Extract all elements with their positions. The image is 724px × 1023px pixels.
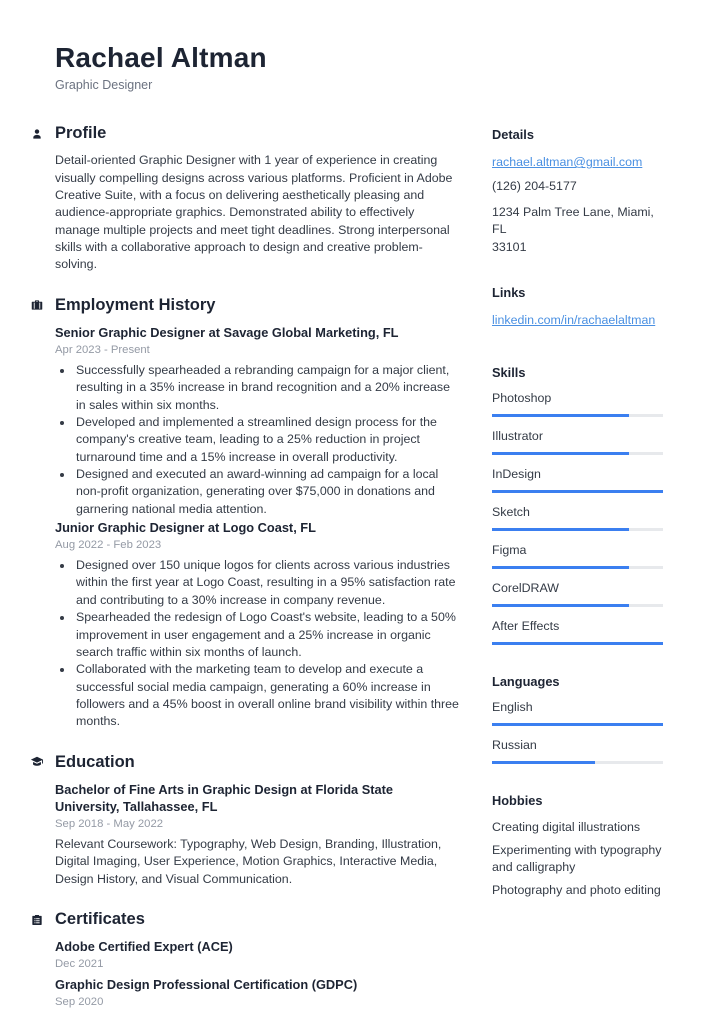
skill-bar-fill <box>492 642 663 645</box>
certificate-dates: Dec 2021 <box>55 958 104 971</box>
education-body <box>55 781 460 888</box>
details-group <box>492 127 663 255</box>
linkedin-link[interactable]: linkedin.com/in/rachaelaltman <box>492 312 656 327</box>
hobby-item: Experimenting with typography and calligraphy <box>492 842 662 874</box>
section-profile <box>30 124 460 274</box>
address-line: 1234 Palm Tree Lane, Miami, FL <box>492 205 654 237</box>
hobby-item: Photography and photo editing <box>492 882 661 897</box>
details-heading: Details <box>492 127 534 143</box>
bullet-item: • Designed over 150 unique logos for clients across various industries within the first year at Logo Coast, resulting in a 95% satisfaction rate and contributing to a 30% increase in company revenue. <box>74 557 460 609</box>
phone-number: (126) 204-5177 <box>492 179 577 194</box>
skills-heading: Skills <box>492 364 526 380</box>
skill-item <box>492 543 663 569</box>
education-description: Relevant Coursework: Typography, Web Design, Branding, Illustration, Digital Imaging, User Experience, Motion Graphics, Interactive Media, Design History, and Visual Communication. <box>55 837 442 886</box>
job-dates: Aug 2022 - Feb 2023 <box>55 539 162 552</box>
education-heading: Education <box>55 752 135 771</box>
skill-item <box>492 391 663 417</box>
graduation-cap-icon <box>30 755 44 769</box>
skill-bar <box>492 414 663 417</box>
skills-group <box>492 365 663 645</box>
certificate-title: Adobe Certified Expert (ACE) <box>55 939 233 955</box>
language-item <box>492 700 663 726</box>
language-bar-fill <box>492 761 595 764</box>
profile-heading: Profile <box>55 124 107 143</box>
hobbies-group <box>492 793 663 899</box>
skill-bar <box>492 452 663 455</box>
content-columns <box>30 124 663 1014</box>
skill-name: Sketch <box>492 504 530 519</box>
bullet-item: • Spearheaded the redesign of Logo Coast's website, leading to a 50% improvement in user engagement and a 25% increase in organic search traffic within six months of launch. <box>74 609 460 661</box>
certificate-title: Graphic Design Professional Certification (GDPC) <box>55 977 358 993</box>
certificates-body <box>55 938 460 1011</box>
skill-bar-fill <box>492 604 629 607</box>
skill-bar-fill <box>492 566 629 569</box>
certificate-dates: Sep 2020 <box>55 996 104 1009</box>
language-bar-fill <box>492 723 663 726</box>
education-heading-row <box>30 753 460 772</box>
job-title: Junior Graphic Designer at Logo Coast, FL <box>55 520 316 536</box>
profile-heading-row <box>30 124 460 143</box>
skill-item <box>492 581 663 607</box>
certificates-heading-row <box>30 910 460 929</box>
bullet-item: • Developed and implemented a streamlined design process for the company's creative team, leading to a 25% reduction in project turnaround time and a 15% increase in overall productivity. <box>74 414 460 466</box>
email-link[interactable]: rachael.altman@gmail.com <box>492 155 643 170</box>
skill-name: After Effects <box>492 618 560 633</box>
job-title: Senior Graphic Designer at Savage Global Marketing, FL <box>55 324 399 340</box>
skill-item <box>492 619 663 645</box>
skill-bar <box>492 642 663 645</box>
job-bullet-list <box>55 362 460 518</box>
skill-bar <box>492 566 663 569</box>
language-name: English <box>492 699 533 714</box>
skill-name: Photoshop <box>492 390 552 405</box>
profile-text: Detail-oriented Graphic Designer with 1 year of experience in creating visually compelling designs across various platforms. Proficient in Adobe Creative Suite, with a focus on delivering aesthetically pleasing and audience-appropriate graphics. Demonstrated ability to effectively manage multiple projects and meet tight deadlines. Strong interpersonal skills with a collaborative approach to design and creative problem-solving. <box>55 153 453 272</box>
skill-bar-fill <box>492 528 629 531</box>
language-bar <box>492 723 663 726</box>
employment-heading-row <box>30 296 460 315</box>
skill-name: Figma <box>492 542 527 557</box>
resume-header <box>55 42 663 92</box>
degree-title: Bachelor of Fine Arts in Graphic Design at Florida State University, Tallahassee, FL <box>55 781 393 814</box>
profile-body <box>55 152 460 274</box>
section-certificates <box>30 910 460 1011</box>
hobby-item: Creating digital illustrations <box>492 819 641 834</box>
languages-heading: Languages <box>492 673 560 689</box>
language-name: Russian <box>492 737 537 752</box>
skill-bar <box>492 604 663 607</box>
links-heading: Links <box>492 284 526 300</box>
skill-name: Illustrator <box>492 428 543 443</box>
employment-body <box>55 324 460 731</box>
skill-bar <box>492 490 663 493</box>
language-item <box>492 738 663 764</box>
skill-item <box>492 505 663 531</box>
skill-name: CorelDRAW <box>492 580 560 595</box>
job-bullet-list <box>55 557 460 731</box>
languages-group <box>492 674 663 764</box>
links-group <box>492 285 663 336</box>
candidate-job-title: Graphic Designer <box>55 78 153 93</box>
skill-item <box>492 429 663 455</box>
language-bar <box>492 761 663 764</box>
skill-bar <box>492 528 663 531</box>
skill-bar-fill <box>492 414 629 417</box>
section-education <box>30 753 460 888</box>
employment-heading: Employment History <box>55 295 216 314</box>
candidate-name: Rachael Altman <box>55 42 267 73</box>
skill-name: InDesign <box>492 466 541 481</box>
job-dates: Apr 2023 - Present <box>55 343 150 356</box>
person-icon <box>30 127 44 141</box>
skill-bar-fill <box>492 490 663 493</box>
bullet-item: • Designed and executed an award-winning ad campaign for a local non-profit organization, generating over $75,000 in donations and garnering national media attention. <box>74 466 460 518</box>
bullet-item: • Successfully spearheaded a rebranding campaign for a major client, resulting in a 35% increase in brand recognition and a 20% increase in sales within six months. <box>74 362 460 414</box>
section-employment <box>30 296 460 731</box>
briefcase-icon <box>30 298 44 312</box>
clipboard-icon <box>30 913 44 927</box>
main-column <box>30 124 460 1014</box>
skill-item <box>492 467 663 493</box>
certificates-heading: Certificates <box>55 910 145 929</box>
education-dates: Sep 2018 - May 2022 <box>55 818 164 831</box>
address-line: 33101 <box>492 239 527 254</box>
bullet-item: • Collaborated with the marketing team to develop and execute a successful social media campaign, generating a 60% increase in followers and a 45% boost in overall online brand visibility within three months. <box>74 661 460 730</box>
sidebar <box>492 124 663 1014</box>
skill-bar-fill <box>492 452 629 455</box>
hobbies-heading: Hobbies <box>492 792 543 808</box>
